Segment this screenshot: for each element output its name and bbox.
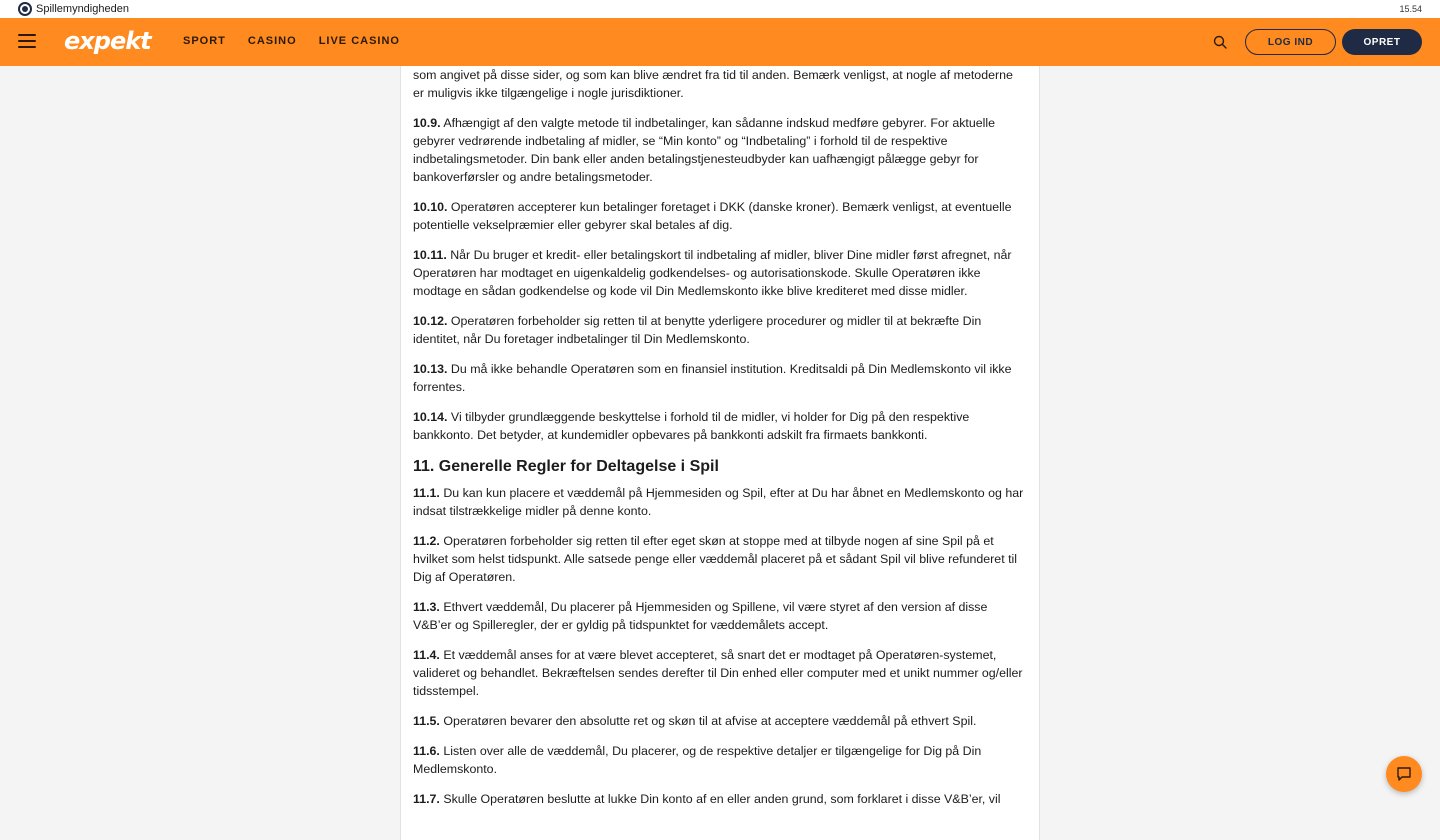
nav-live-casino[interactable]: LIVE CASINO	[318, 35, 400, 47]
login-button[interactable]: LOG IND	[1245, 29, 1336, 55]
nav-sport[interactable]: SPORT	[183, 35, 226, 47]
site-header	[0, 18, 1440, 66]
regulator-brand[interactable]	[18, 2, 129, 16]
main-nav	[183, 35, 422, 47]
nav-casino[interactable]: CASINO	[247, 35, 297, 47]
term-10-13: 10.13. Du må ikke behandle Operatøren som en finansiel institution. Kreditsaldi på Din Medlemskonto vil ikke forrentes.	[413, 362, 1012, 394]
term-10-11: 10.11. Når Du bruger et kredit- eller betalingskort til indbetaling af midler, bliver Dine midler først afregnet, når Operatøren har modtaget en uigenkaldelig godkendelses- og autorisationskode. Skulle Operatøren ikke modtage en sådan godkendelse og kode vil Din Medlemskonto ikke blive krediteret med disse midler.	[413, 248, 1012, 298]
section-11-heading: 11. Generelle Regler for Deltagelse i Spil	[413, 458, 719, 475]
term-10-10: 10.10. Operatøren accepterer kun betalinger foretaget i DKK (danske kroner). Bemærk venligst, at eventuelle potentielle vekselpræmier eller gebyrer skal betales af dig.	[413, 200, 1012, 232]
term-11-6: 11.6. Listen over alle de væddemål, Du placerer, og de respektive detaljer er tilgængelige for Dig på Din Medlemskonto.	[413, 744, 982, 776]
create-account-button[interactable]: OPRET	[1342, 29, 1422, 55]
term-10-9: 10.9. Afhængigt af den valgte metode til indbetalinger, kan sådanne indskud medføre gebyrer. For aktuelle gebyrer vedrørende indbetaling af midler, se “Min konto” og “Indbetaling” i forhold til de respektive indbetalingsmetoder. Din bank eller anden betalingstjenesteudbyder kan uafhængigt pålægge gebyr for bankoverførsler og andre betalingsmetoder.	[413, 116, 996, 184]
term-11-3: 11.3. Ethvert væddemål, Du placerer på Hjemmesiden og Spillene, vil være styret af den version af disse V&B’er og Spilleregler, der er gyldig på tidspunktet for væddemålets accept.	[413, 600, 988, 632]
chat-icon	[1396, 766, 1412, 782]
menu-icon[interactable]	[18, 34, 36, 48]
term-11-7: 11.7. Skulle Operatøren beslutte at lukke Din konto af en eller anden grund, som forklaret i disse V&B’er, vil	[413, 792, 1001, 806]
regulator-bar	[0, 0, 1440, 18]
clock-time: 15.54	[1399, 4, 1422, 14]
search-icon[interactable]	[1213, 35, 1227, 49]
term-11-4: 11.4. Et væddemål anses for at være blevet accepteret, så snart det er modtaget på Operatøren-systemet, valideret og behandlet. Bekræftelsen sendes derefter til Din enhed eller computer med et unikt nummer og/eller tidsstempel.	[413, 648, 1023, 698]
chat-button[interactable]	[1386, 756, 1422, 792]
term-11-2: 11.2. Operatøren forbeholder sig retten til efter eget skøn at stoppe med at tilbyde nogen af sine Spil på et hvilket som helst tidspunkt. Alle satsede penge eller væddemål placeret på et sådant Spil vil blive refunderet til Dig af Operatøren.	[413, 534, 1018, 584]
terms-content	[400, 40, 1040, 840]
expekt-logo[interactable]: expekt	[64, 27, 151, 55]
terms-paragraph: som angivet på disse sider, og som kan blive ændret fra tid til anden. Bemærk venligst, at nogle af metoderne er muligvis ikke tilgængelige i nogle jurisdiktioner.	[413, 68, 1013, 100]
term-10-12: 10.12. Operatøren forbeholder sig retten til at benytte yderligere procedurer og midler til at bekræfte Din identitet, når Du foretager indbetalinger til Din Medlemskonto.	[413, 314, 982, 346]
term-10-14: 10.14. Vi tilbyder grundlæggende beskyttelse i forhold til de midler, vi holder for Dig på den respektive bankkonto. Det betyder, at kundemidler opbevares på bankkonti adskilt fra firmaets bankkonti.	[413, 410, 970, 442]
term-11-1: 11.1. Du kan kun placere et væddemål på Hjemmesiden og Spil, efter at Du har åbnet en Medlemskonto og har indsat tilstrækkelige midler på denne konto.	[413, 486, 1024, 518]
regulator-logo-icon	[18, 2, 32, 16]
regulator-name: Spillemyndigheden	[36, 3, 129, 15]
term-11-5: 11.5. Operatøren bevarer den absolutte ret og skøn til at afvise at acceptere væddemål på ethvert Spil.	[413, 714, 977, 728]
